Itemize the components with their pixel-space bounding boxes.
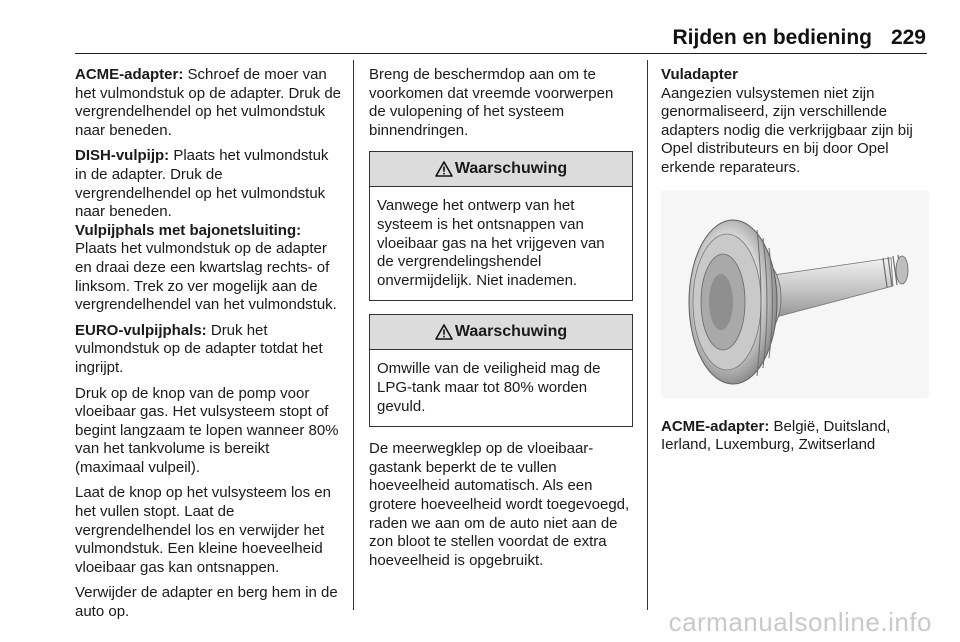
paragraph-bayonet	[75, 222, 341, 315]
paragraph-label: DISH-vulpijp:	[75, 147, 170, 165]
column-3	[661, 66, 929, 462]
warning-box-2	[369, 314, 633, 427]
section-heading-text: Vuladapter	[661, 66, 738, 83]
paragraph-pump: Druk op de knop van de pomp voor vloeibaar gas. Het vulsysteem stopt of begint langzaam te lopen wanneer 80% van het tankvolume is bereikt (maximaal vulpeil).	[75, 384, 339, 476]
warning-title: Waarschuwing	[454, 160, 568, 178]
watermark: carmanualsonline.info	[668, 607, 932, 637]
paragraph-release: Laat de knop op het vulsysteem los en het vullen stopt. Laat de vergrendelhendel los en verwijder het vulmondstuk. Een kleine hoeveelheid vloeibaar gas kan ontsnappen.	[75, 484, 331, 576]
header-title: Rijden en bediening	[672, 26, 872, 49]
paragraph-euro	[75, 322, 341, 378]
warning-triangle-icon	[435, 324, 453, 340]
warning-header	[370, 315, 632, 350]
paragraph-remove: Verwijder de adapter en berg hem in de auto op.	[75, 584, 338, 621]
header-divider	[75, 53, 927, 54]
warning-text: Vanwege het ontwerp van het systeem is het ontsnappen van vloeibaar gas na het vrijgeven van de vergrendelingshendel onvermijdelijk. Niet inademen.	[377, 197, 605, 289]
column-divider-2	[647, 60, 648, 610]
adapter-illustration	[661, 190, 929, 398]
paragraph-text: Druk het vulmondstuk op de adapter totdat het ingrijpt.	[75, 321, 323, 376]
paragraph-text: Plaats het vulmondstuk op de adapter en draai deze een kwartslag rechts- of linksom. Trek zo ver mogelijk aan de vergrendelhendel van het vulmondstuk.	[75, 240, 337, 314]
paragraph-text: Plaats het vulmondstuk in de adapter. Druk de vergrendelhendel op het vulmondstuk naar beneden.	[75, 147, 329, 221]
image-caption	[661, 418, 929, 455]
paragraph-dish	[75, 147, 341, 221]
warning-text: Omwille van de veiligheid mag de LPG-tank maar tot 80% worden gevuld.	[377, 360, 601, 415]
paragraph-multivalve: De meerwegklep op de vloeibaar-gastank beperkt de te vullen hoeveelheid automatisch. Als een grotere hoeveelheid wordt toegevoegd, raden we aan om de auto niet aan de zon bloot te stellen voordat de extra hoeveelheid is opgebruikt.	[369, 440, 630, 569]
paragraph-acme	[75, 66, 341, 140]
warning-header	[370, 152, 632, 187]
column-1	[75, 66, 341, 629]
page-number: 229	[890, 26, 926, 49]
paragraph-label: ACME-adapter:	[75, 66, 184, 83]
acme-adapter-image	[661, 190, 929, 398]
paragraph-label: Vulpijphals met bajonetsluiting:	[75, 221, 302, 239]
paragraph-adapters: Aangezien vulsystemen niet zijn genormaliseerd, zijn verschillende adapters nodig die verkrijgbaar zijn bij Opel distributeurs en bij door Opel erkende reparateurs.	[661, 84, 913, 176]
paragraph-cap: Breng de beschermdop aan om te voorkomen dat vreemde voorwerpen de vulopening of het systeem binnendringen.	[369, 66, 614, 139]
caption-text: België, Duitsland, Ierland, Luxemburg, Zwitserland	[661, 417, 891, 454]
section-heading	[661, 66, 929, 85]
column-divider-1	[353, 60, 354, 610]
warning-triangle-icon	[435, 161, 453, 177]
paragraph-text: Schroef de moer van het vulmondstuk op de adapter. Druk de vergrendelhendel op het vulmondstuk naar beneden.	[75, 66, 342, 139]
warning-box-1	[369, 151, 633, 301]
column-2	[369, 66, 633, 577]
paragraph-label: EURO-vulpijphals:	[75, 321, 207, 339]
caption-label: ACME-adapter:	[661, 417, 770, 435]
warning-title: Waarschuwing	[454, 323, 568, 341]
